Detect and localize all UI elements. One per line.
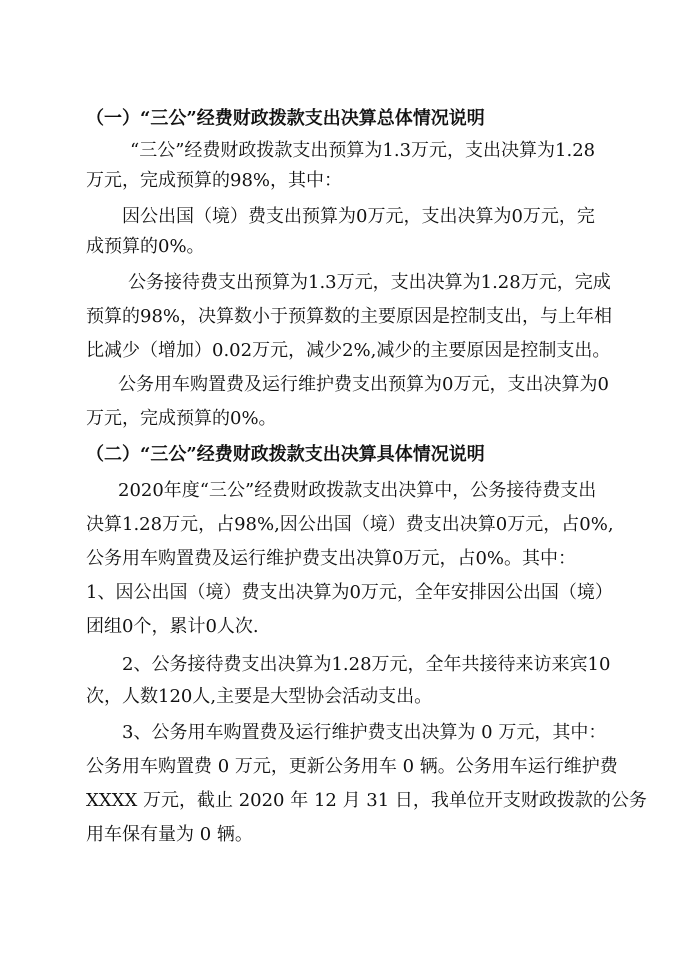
section-2-heading: （二）“三公”经费财政拨款支出决算具体情况说明 (86, 444, 485, 465)
text-line: 预算的98%，决算数小于预算数的主要原因是控制支出，与上年相 (86, 306, 613, 327)
text-line: 公务用车购置费 0 万元，更新公务用车 0 辆。公务用车运行维护费 (86, 756, 618, 777)
text-line: 1、因公出国（境）费支出决算为0万元，全年安排因公出国（境） (86, 582, 613, 603)
text-line: 次，人数120人,主要是大型协会活动支出。 (86, 686, 433, 707)
section-1-heading: （一）“三公”经费财政拨款支出决算总体情况说明 (86, 108, 485, 129)
text-line: 公务接待费支出预算为1.3万元，支出决算为1.28万元，完成 (128, 272, 611, 293)
text-line: “三公”经费财政拨款支出预算为1.3万元，支出决算为1.28 (130, 140, 596, 161)
text-line: 公务用车购置费及运行维护费支出预算为0万元，支出决算为0 (118, 374, 609, 395)
text-line: 公务用车购置费及运行维护费支出决算0万元，占0%。其中： (86, 548, 577, 569)
text-line: 因公出国（境）费支出预算为0万元，支出决算为0万元，完 (122, 206, 595, 227)
text-line: 比减少（增加）0.02万元，减少2%,减少的主要原因是控制支出。 (86, 340, 611, 361)
text-line: 用车保有量为 0 辆。 (86, 824, 253, 845)
text-line: 2020年度“三公”经费财政拨款支出决算中，公务接待费支出 (118, 480, 597, 501)
text-line: 成预算的0%。 (86, 236, 205, 257)
text-line: 团组0个，累计0人次. (86, 616, 259, 637)
text-line: 2、公务接待费支出决算为1.28万元，全年共接待来访来宾10 (122, 654, 611, 675)
text-line: 万元，完成预算的0%。 (86, 408, 277, 429)
text-line: 万元，完成预算的98%，其中： (86, 170, 343, 191)
text-line: 3、公务用车购置费及运行维护费支出决算为 0 万元，其中： (122, 722, 607, 743)
text-line: 决算1.28万元，占98%,因公出国（境）费支出决算0万元，占0%, (86, 514, 614, 535)
text-line: XXXX 万元，截止 2020 年 12 月 31 日，我单位开支财政拨款的公务 (86, 790, 647, 811)
